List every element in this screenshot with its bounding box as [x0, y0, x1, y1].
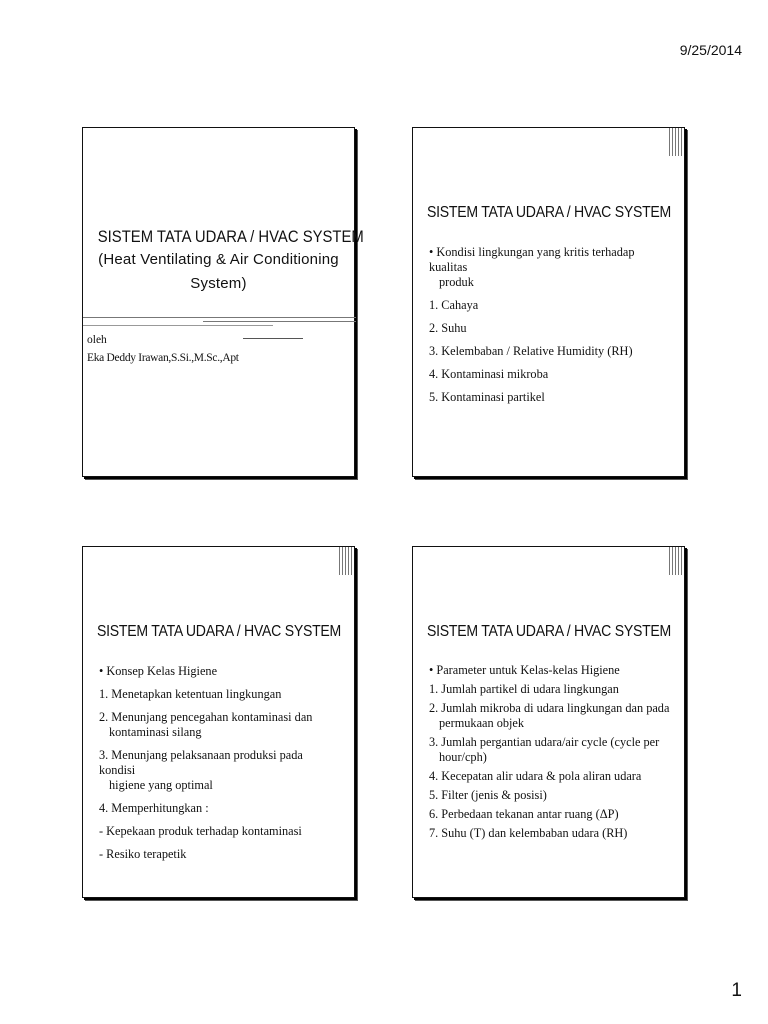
- slide-1-subtitle-line-1: (Heat Ventilating & Air Conditioning: [98, 251, 339, 268]
- slide-3-list: [99, 664, 342, 870]
- slide-4-title: SISTEM TATA UDARA / HVAC SYSTEM: [427, 623, 672, 640]
- slide-1-subtitle-line-2: System): [190, 275, 247, 292]
- author-name: Eka Deddy Irawan,S.Si.,M.Sc.,Apt: [87, 352, 239, 364]
- slide-4: [412, 546, 685, 898]
- list-item: 6. Perbedaan tekanan antar ruang (ΔP): [429, 807, 619, 821]
- slide-1-title-block: [83, 228, 364, 295]
- list-item: 3. Jumlah pergantian udara/air cycle (cycle per hour/cph): [429, 735, 660, 764]
- slide-corner-decoration: [336, 547, 354, 577]
- list-item: 4. Kontaminasi mikroba: [429, 367, 549, 381]
- list-item: 1. Cahaya: [429, 298, 479, 312]
- slide-3-title: SISTEM TATA UDARA / HVAC SYSTEM: [97, 623, 342, 640]
- list-item: 5. Filter (jenis & posisi): [429, 788, 547, 802]
- print-date: 9/25/2014: [679, 42, 742, 58]
- slide-3: [82, 546, 355, 898]
- list-item: 2. Suhu: [429, 321, 467, 335]
- list-item: 2. Jumlah mikroba di udara lingkungan dan pada permukaan objek: [429, 701, 670, 730]
- slide-1-author-block: [87, 331, 239, 367]
- slide-2: [412, 127, 685, 477]
- list-item: - Kepekaan produk terhadap kontaminasi: [99, 824, 302, 838]
- list-item: • Konsep Kelas Higiene: [99, 664, 218, 678]
- list-item: - Resiko terapetik: [99, 847, 187, 861]
- list-item: 2. Menunjang pencegahan kontaminasi dan kontaminasi silang: [99, 710, 313, 739]
- by-label: oleh: [87, 334, 107, 346]
- list-item: • Parameter untuk Kelas-kelas Higiene: [429, 663, 620, 677]
- list-item: 5. Kontaminasi partikel: [429, 390, 545, 404]
- page-number: 1: [731, 980, 742, 1001]
- list-item: 4. Memperhitungkan :: [99, 801, 209, 815]
- list-item: 1. Jumlah partikel di udara lingkungan: [429, 682, 619, 696]
- list-item: 3. Menunjang pelaksanaan produksi pada kondisi higiene yang optimal: [99, 748, 303, 792]
- slide-corner-decoration: [666, 128, 684, 158]
- slide-1: [82, 127, 364, 477]
- slide-2-list: [429, 245, 672, 413]
- slide-corner-decoration: [666, 547, 684, 577]
- list-item: 4. Kecepatan alir udara & pola aliran udara: [429, 769, 642, 783]
- slide-4-list: [429, 663, 672, 845]
- list-item: • Kondisi lingkungan yang kritis terhadap kualitas produk: [429, 245, 635, 289]
- slide-2-title: SISTEM TATA UDARA / HVAC SYSTEM: [427, 204, 672, 221]
- list-item: 7. Suhu (T) dan kelembaban udara (RH): [429, 826, 628, 840]
- list-item: 3. Kelembaban / Relative Humidity (RH): [429, 344, 633, 358]
- slide-1-title: SISTEM TATA UDARA / HVAC SYSTEM: [97, 228, 364, 246]
- list-item: 1. Menetapkan ketentuan lingkungan: [99, 687, 282, 701]
